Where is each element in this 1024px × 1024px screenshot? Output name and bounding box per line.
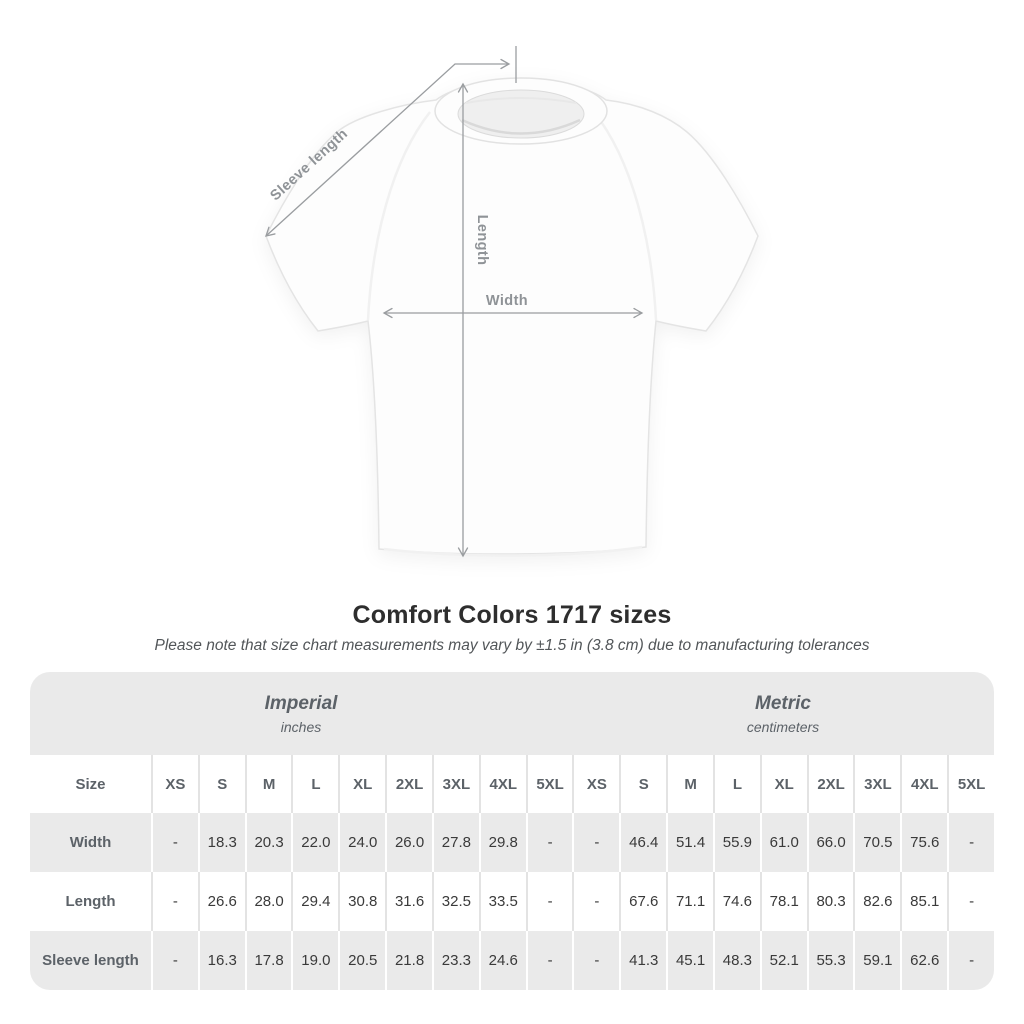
page-title: Comfort Colors 1717 sizes [352, 601, 672, 629]
size-header-row [30, 755, 994, 813]
measurement-value-cell: 22.0 [291, 813, 338, 872]
measurement-value-cell: 27.8 [432, 813, 479, 872]
measurement-value-cell: - [947, 813, 994, 872]
measurement-value-cell: 18.3 [198, 813, 245, 872]
measurement-value-cell: - [526, 813, 573, 872]
measurement-value-cell: 28.0 [245, 872, 292, 931]
size-column-header-metric: 3XL [853, 755, 900, 813]
measurement-value-cell: 55.9 [713, 813, 760, 872]
measurement-value-cell: - [572, 813, 619, 872]
unit-group-metric [572, 672, 994, 755]
size-column-header-imperial: 3XL [432, 755, 479, 813]
tshirt-silhouette [266, 81, 758, 555]
length-label: Length [474, 214, 490, 266]
row-label: Width [69, 834, 112, 851]
size-column-header-metric: S [619, 755, 666, 813]
measurement-value-cell: 74.6 [713, 872, 760, 931]
measurement-row [30, 931, 994, 990]
metric-title: Metric [755, 692, 811, 714]
measurement-value-cell: 80.3 [807, 872, 854, 931]
sleeve-length-label: Sleeve length [267, 125, 352, 205]
measurement-row [30, 872, 994, 931]
heading-block [0, 601, 1024, 655]
measurement-value-cell: 26.6 [198, 872, 245, 931]
measurement-value-cell: - [151, 872, 198, 931]
measurement-value-cell: 33.5 [479, 872, 526, 931]
row-label: Length [65, 893, 116, 910]
size-column-header-imperial: 4XL [479, 755, 526, 813]
size-column-header-imperial: L [291, 755, 338, 813]
width-label: Width [485, 293, 529, 309]
row-label: Sleeve length [42, 952, 139, 969]
measurement-value-cell: 23.3 [432, 931, 479, 990]
measurement-value-cell: 24.6 [479, 931, 526, 990]
page-subtitle: Please note that size chart measurements may vary by ±1.5 in (3.8 cm) due to manufacturing tolerances [154, 637, 870, 654]
measurement-value-cell: 61.0 [760, 813, 807, 872]
measurement-value-cell: 46.4 [619, 813, 666, 872]
size-column-header-metric: XL [760, 755, 807, 813]
measurement-value-cell: 45.1 [666, 931, 713, 990]
measurement-value-cell: - [947, 931, 994, 990]
size-column-header-imperial: XS [151, 755, 198, 813]
measurement-value-cell: 21.8 [385, 931, 432, 990]
measurement-value-cell: 41.3 [619, 931, 666, 990]
measurement-value-cell: 16.3 [198, 931, 245, 990]
measurement-value-cell: 31.6 [385, 872, 432, 931]
measurement-value-cell: 85.1 [900, 872, 947, 931]
measurement-value-cell: 70.5 [853, 813, 900, 872]
measurement-value-cell: 20.3 [245, 813, 292, 872]
size-column-header-metric: 5XL [947, 755, 994, 813]
measurement-value-cell: 29.8 [479, 813, 526, 872]
measurement-value-cell: 17.8 [245, 931, 292, 990]
measurement-value-cell: - [572, 872, 619, 931]
measurement-value-cell: 32.5 [432, 872, 479, 931]
size-column-header-imperial: 5XL [526, 755, 573, 813]
imperial-title: Imperial [264, 692, 338, 714]
measurement-value-cell: 48.3 [713, 931, 760, 990]
measurement-value-cell: 20.5 [338, 931, 385, 990]
measurement-value-cell: - [526, 931, 573, 990]
measurement-value-cell: 82.6 [853, 872, 900, 931]
size-column-header-imperial: M [245, 755, 292, 813]
measurement-value-cell: 78.1 [760, 872, 807, 931]
measurement-row [30, 813, 994, 872]
size-column-header-metric: XS [572, 755, 619, 813]
measurement-value-cell: 75.6 [900, 813, 947, 872]
measurement-value-cell: 19.0 [291, 931, 338, 990]
tshirt-image [266, 78, 758, 556]
measurement-value-cell: 26.0 [385, 813, 432, 872]
imperial-unit: inches [280, 718, 322, 735]
measurement-value-cell: - [151, 931, 198, 990]
measurement-value-cell: 62.6 [900, 931, 947, 990]
measurement-value-cell: 24.0 [338, 813, 385, 872]
measurement-value-cell: 66.0 [807, 813, 854, 872]
measurement-value-cell: 51.4 [666, 813, 713, 872]
size-column-header-imperial: XL [338, 755, 385, 813]
size-column-header-metric: L [713, 755, 760, 813]
measurement-value-cell: 71.1 [666, 872, 713, 931]
size-column-header-imperial: 2XL [385, 755, 432, 813]
unit-group-imperial [30, 672, 572, 755]
unit-header-band [30, 672, 994, 755]
size-column-header-imperial: S [198, 755, 245, 813]
measurement-value-cell: 30.8 [338, 872, 385, 931]
table-body [30, 755, 994, 990]
measurement-value-cell: 59.1 [853, 931, 900, 990]
measurement-value-cell: - [526, 872, 573, 931]
measurement-value-cell: 55.3 [807, 931, 854, 990]
size-column-header-metric: 4XL [900, 755, 947, 813]
size-chart-table [30, 672, 994, 990]
measurement-value-cell: - [572, 931, 619, 990]
size-column-header-metric: M [666, 755, 713, 813]
measurement-value-cell: 52.1 [760, 931, 807, 990]
metric-unit: centimeters [746, 718, 820, 735]
size-column-header-metric: 2XL [807, 755, 854, 813]
measurement-value-cell: 29.4 [291, 872, 338, 931]
measurement-value-cell: - [151, 813, 198, 872]
size-corner-header: Size [75, 775, 106, 793]
measurement-value-cell: 67.6 [619, 872, 666, 931]
measurement-value-cell: - [947, 872, 994, 931]
